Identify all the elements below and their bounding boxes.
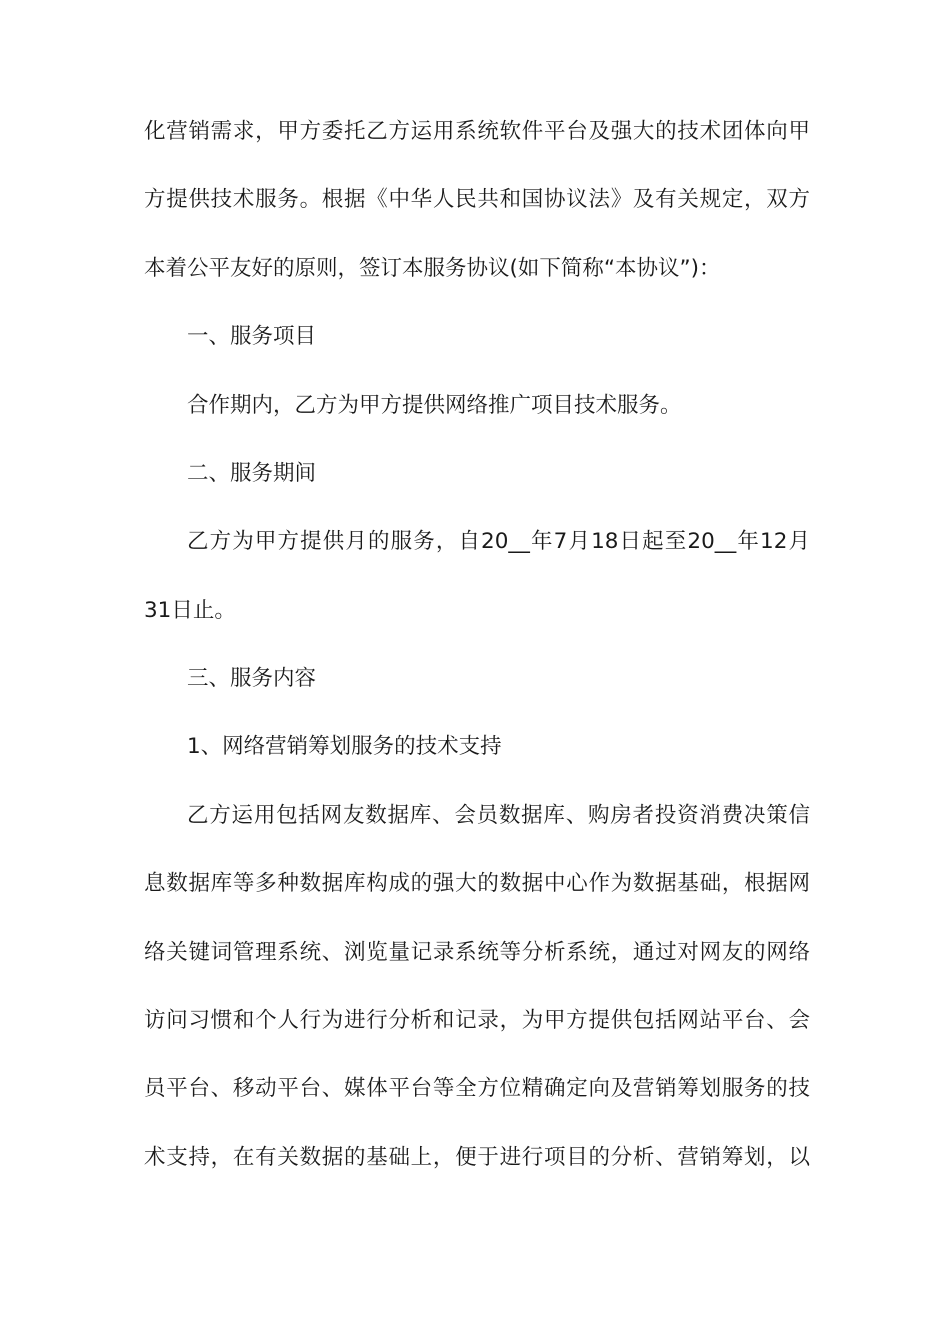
paragraph-line: 本着公平友好的原则，签订本服务协议(如下简称“本协议”)：	[144, 256, 721, 281]
paragraph-line: 乙方为甲方提供月的服务，自20__年7月18日起至20__年12月	[187, 529, 810, 554]
paragraph-line: 乙方运用包括网友数据库、会员数据库、购房者投资消费决策信	[187, 803, 810, 828]
paragraph-line: 化营销需求，甲方委托乙方运用系统软件平台及强大的技术团体向甲	[144, 119, 810, 144]
paragraph-line: 31日止。	[144, 598, 236, 623]
paragraph-line: 络关键词管理系统、浏览量记录系统等分析系统，通过对网友的网络	[144, 940, 810, 965]
paragraph-line: 息数据库等多种数据库构成的强大的数据中心作为数据基础，根据网	[144, 871, 810, 896]
section-heading-service-content: 三、服务内容	[187, 666, 317, 691]
section-heading-service-period: 二、服务期间	[187, 461, 317, 486]
section-heading-service-items: 一、服务项目	[187, 324, 317, 349]
paragraph-line: 员平台、移动平台、媒体平台等全方位精确定向及营销筹划服务的技	[144, 1076, 810, 1101]
paragraph-line: 术支持，在有关数据的基础上，便于进行项目的分析、营销筹划，以	[144, 1145, 810, 1170]
paragraph-line: 访问习惯和个人行为进行分析和记录，为甲方提供包括网站平台、会	[144, 1008, 810, 1033]
paragraph-line: 方提供技术服务。根据《中华人民共和国协议法》及有关规定，双方	[144, 187, 810, 212]
paragraph-line: 合作期内，乙方为甲方提供网络推广项目技术服务。	[187, 393, 682, 418]
subsection-heading: 1、网络营销筹划服务的技术支持	[187, 734, 502, 759]
